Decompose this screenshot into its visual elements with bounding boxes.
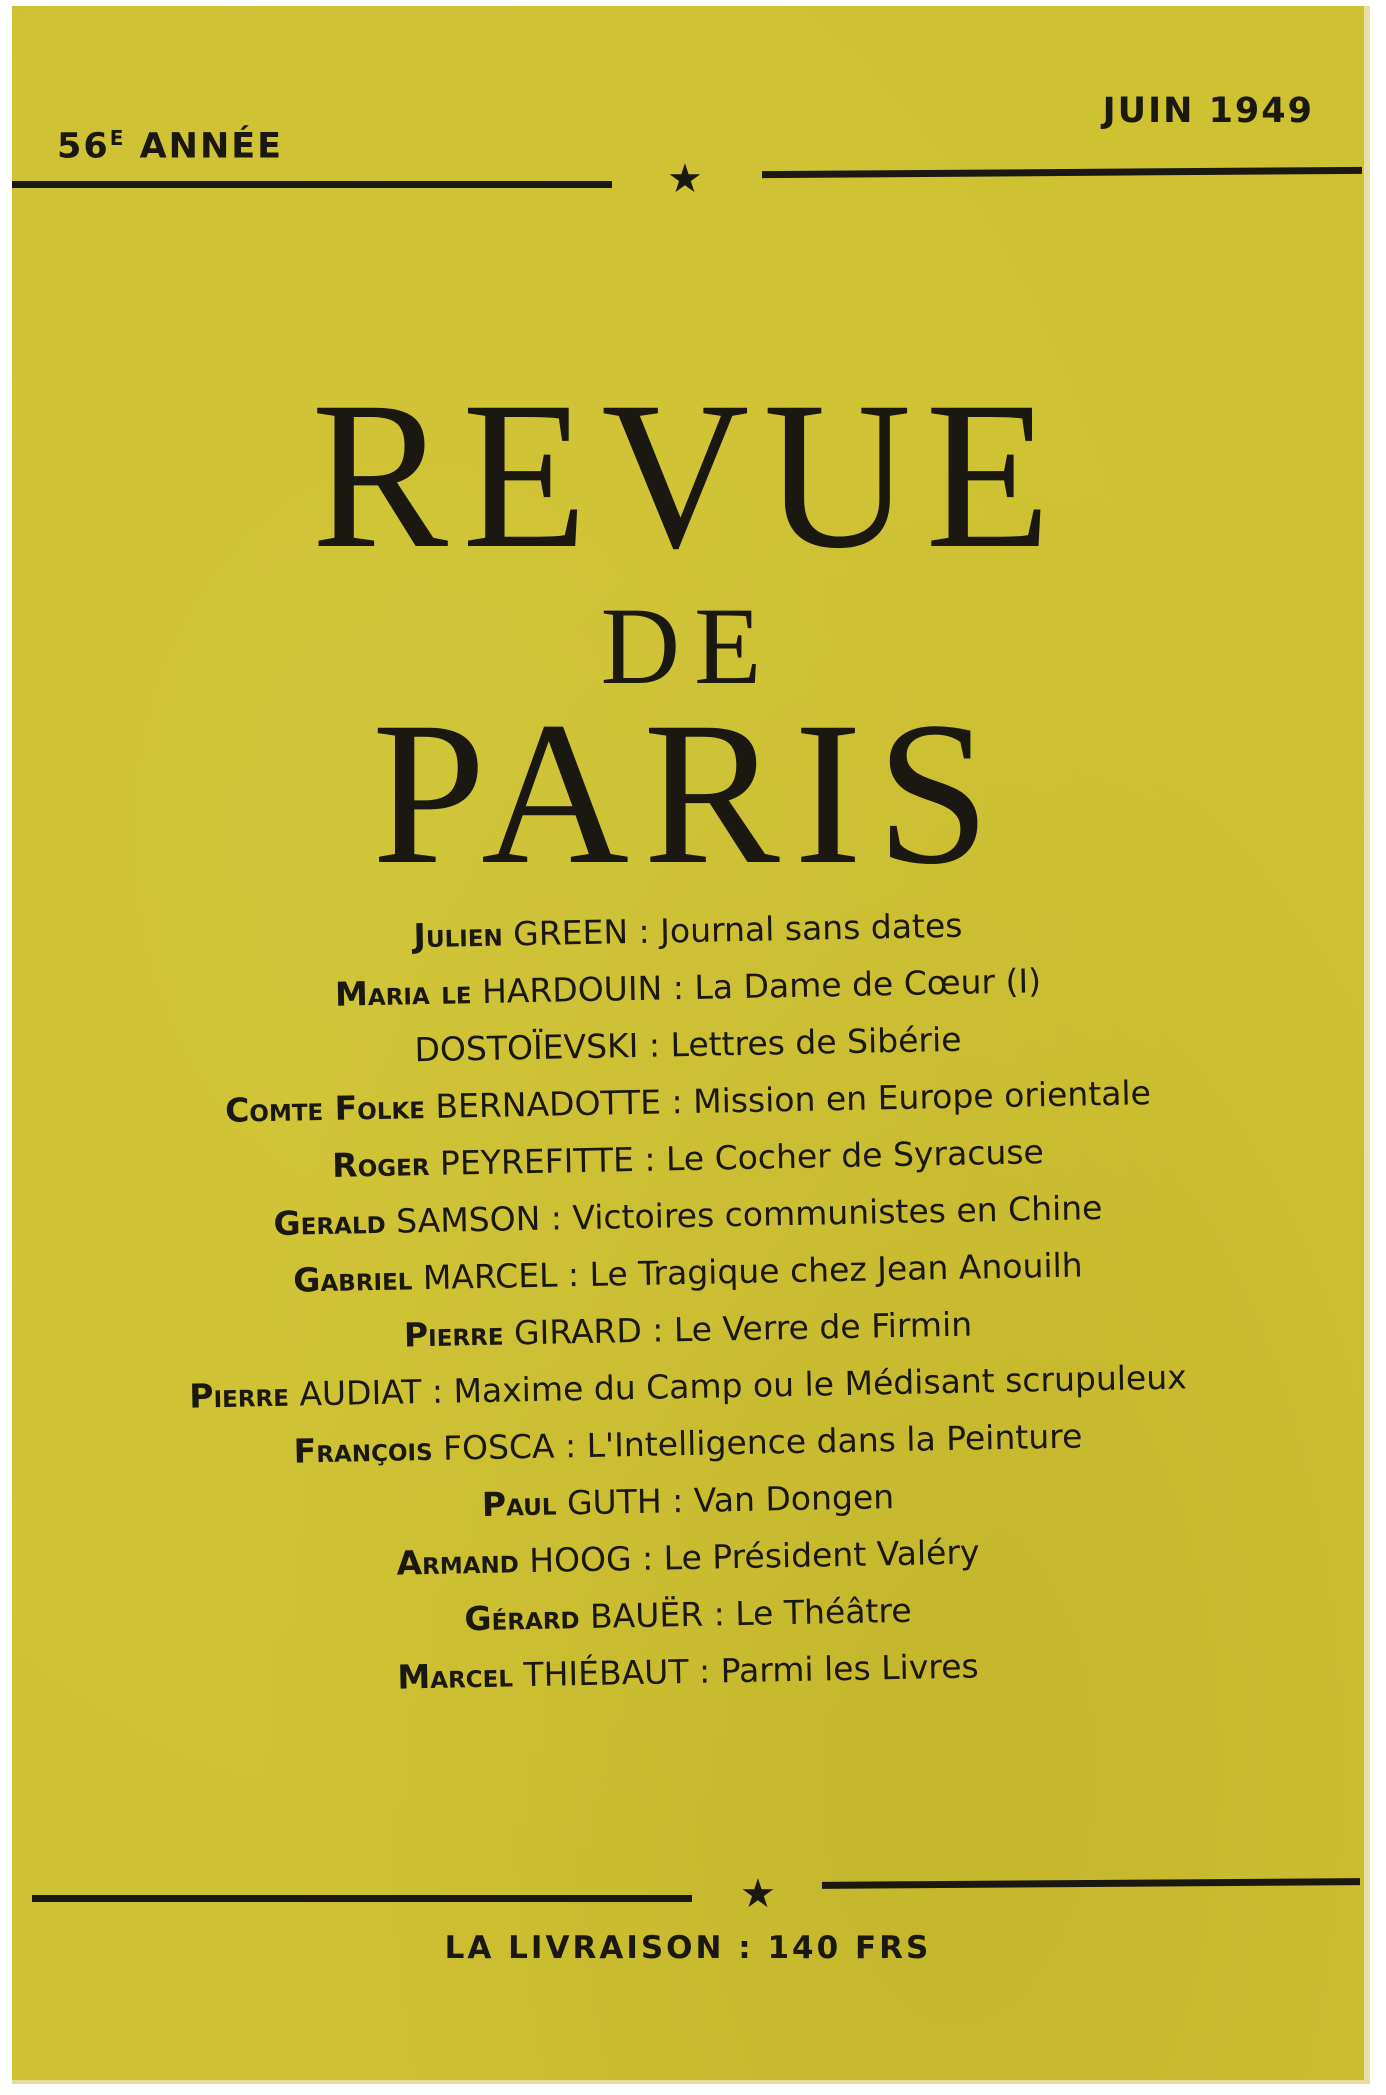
author-first-name: Paul (481, 1483, 557, 1524)
author-last-name: HARDOUIN (481, 968, 663, 1011)
author-last-name: GUTH (566, 1481, 663, 1523)
article-title: La Dame de Cœur (I) (694, 961, 1042, 1007)
author-first-name: Pierre (188, 1374, 290, 1416)
author-first-name: Gérard (464, 1597, 580, 1639)
author-first-name: Maria le (334, 972, 472, 1014)
magazine-cover (12, 6, 1370, 2084)
author-first-name: François (293, 1428, 433, 1471)
author-last-name: BERNADOTTE (435, 1082, 662, 1126)
bottom-rule-left (32, 1895, 692, 1902)
article-title: Journal sans dates (659, 905, 963, 951)
article-title: Lettres de Sibérie (670, 1019, 962, 1065)
top-star-ornament: ★ (667, 156, 703, 202)
author-last-name: MARCEL (422, 1255, 558, 1298)
issue-year (57, 126, 283, 167)
contents-entry: Pierre AUDIAT : Maxime du Camp ou le Médisant scrupuleux (188, 1357, 1188, 1416)
author-last-name: GIRARD (513, 1310, 643, 1353)
author-first-name: Marcel (396, 1655, 514, 1697)
article-title: Le Cocher de Syracuse (665, 1132, 1045, 1179)
author-first-name: Comte Folke (224, 1087, 426, 1130)
contents-entry: Pierre GIRARD : Le Verre de Firmin (403, 1304, 973, 1355)
issue-year-word: ANNÉE (125, 126, 284, 167)
masthead-revue: REVUE (311, 358, 1065, 593)
article-title: Le Théâtre (734, 1590, 912, 1634)
masthead-de: DE (600, 585, 776, 707)
article-title: Le Verre de Firmin (673, 1304, 973, 1350)
top-rule-left (12, 181, 612, 188)
contents-entry: Comte Folke BERNADOTTE : Mission en Europe orientale (224, 1073, 1152, 1130)
contents-entry: Marcel THIÉBAUT : Parmi les Livres (396, 1646, 979, 1697)
author-last-name: BAUËR (589, 1594, 704, 1636)
article-title: Van Dongen (693, 1477, 895, 1520)
contents-entry: Armand HOOG : Le Président Valéry (396, 1532, 980, 1583)
article-title: Le Président Valéry (663, 1532, 980, 1578)
contents-entry: Maria le HARDOUIN : La Dame de Cœur (I) (334, 961, 1042, 1014)
author-first-name: Pierre (403, 1313, 504, 1355)
contents-entry: Julien GREEN : Journal sans dates (413, 905, 963, 956)
contents-entry: DOSTOÏEVSKI : Lettres de Sibérie (414, 1019, 962, 1070)
author-first-name: Gabriel (292, 1258, 413, 1300)
top-rule-right (762, 167, 1362, 178)
article-title: Victoires communistes en Chine (572, 1188, 1103, 1238)
author-first-name: Gerald (273, 1201, 386, 1243)
masthead-paris: PARIS (371, 680, 1005, 907)
author-last-name: PEYREFITTE (439, 1140, 635, 1183)
author-first-name: Roger (331, 1143, 430, 1185)
author-last-name: DOSTOÏEVSKI (414, 1025, 639, 1070)
contents-entry: Gérard BAUËR : Le Théâtre (464, 1590, 912, 1639)
author-last-name: GREEN (512, 912, 629, 954)
article-title: Parmi les Livres (720, 1646, 979, 1691)
author-first-name: Julien (413, 914, 504, 956)
issue-year-number: 56 (57, 126, 110, 167)
contents-entry: Gabriel MARCEL : Le Tragique chez Jean Anouilh (292, 1245, 1084, 1300)
contents-entry: François FOSCA : L'Intelligence dans la Peinture (293, 1416, 1083, 1471)
bottom-star-ornament: ★ (740, 1871, 776, 1917)
author-last-name: FOSCA (442, 1426, 555, 1468)
article-title: Mission en Europe orientale (692, 1073, 1152, 1121)
author-last-name: HOOG (528, 1539, 632, 1581)
author-first-name: Armand (396, 1541, 520, 1583)
author-last-name: THIÉBAUT (523, 1651, 689, 1695)
issue-price: LA LIVRAISON : 140 FRS (444, 1930, 932, 1966)
issue-date: JUIN 1949 (1102, 91, 1314, 131)
article-title: L'Intelligence dans la Peinture (586, 1416, 1083, 1465)
issue-year-ordinal: E (109, 126, 126, 150)
article-title: Maxime du Camp ou le Médisant scrupuleux (453, 1357, 1188, 1411)
article-title: Le Tragique chez Jean Anouilh (589, 1245, 1084, 1294)
contents-entry: Roger PEYREFITTE : Le Cocher de Syracuse (331, 1132, 1045, 1185)
author-last-name: SAMSON (395, 1198, 541, 1241)
author-last-name: AUDIAT (298, 1372, 422, 1414)
contents-entry: Paul GUTH : Van Dongen (481, 1477, 895, 1524)
bottom-rule-right (822, 1878, 1360, 1889)
contents-entry: Gerald SAMSON : Victoires communistes en Chine (273, 1188, 1103, 1243)
